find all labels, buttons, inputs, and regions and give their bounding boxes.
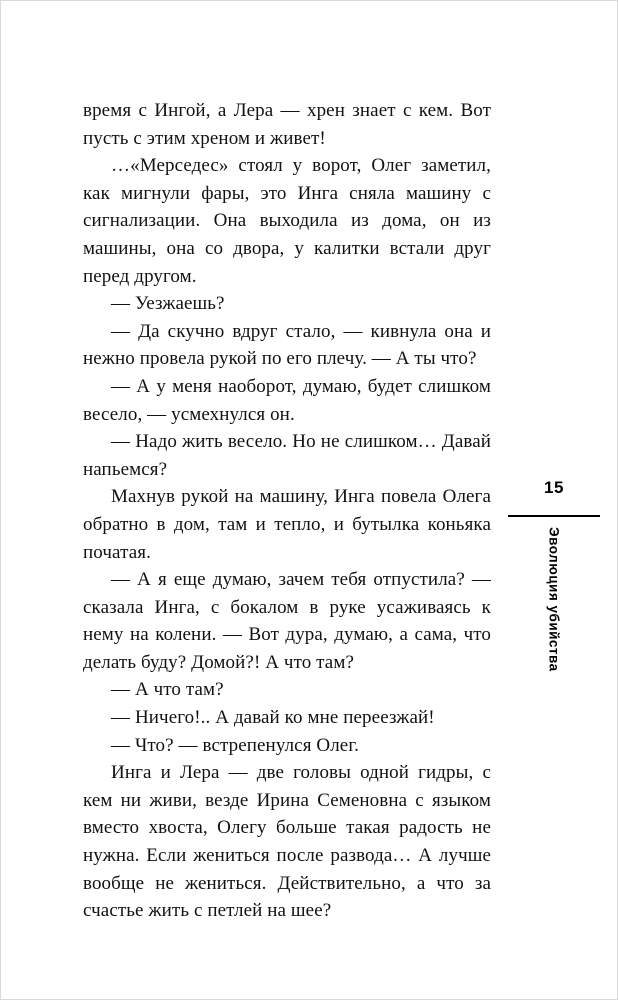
paragraph: Махнув рукой на машину, Инга повела Олега обратно в дом, там и тепло, и бутылка коньяка початая. [83, 486, 491, 563]
page-margin [505, 0, 605, 1000]
paragraph: время с Ингой, а Лера — хрен знает с кем. Вот пусть с этим хреном и живет! [83, 100, 491, 149]
paragraph-dialogue: — А у меня наоборот, думаю, будет слишком весело, — усмехнулся он. [83, 375, 491, 425]
paragraph-dialogue: — Надо жить весело. Но не слишком… Давай напьемся? [83, 431, 491, 480]
paragraph-dialogue: — Ничего!.. А давай ко мне переезжай! [111, 707, 435, 729]
paragraph-dialogue: — Уезжаешь? [111, 293, 225, 315]
divider-line [508, 515, 600, 517]
paragraph-dialogue: — Да скучно вдруг стало, — кивнула она и нежно провела рукой по его плечу. — А ты что? [83, 320, 491, 370]
book-title-text: Эволюция убийства [546, 527, 562, 672]
paragraph-dialogue: — А что там? [111, 679, 224, 701]
book-title-vertical [508, 527, 600, 857]
paragraph-dialogue: — А я еще думаю, зачем тебя отпустила? — сказала Инга, с бокалом в руке усаживаясь к нему на колени. — Вот дура, думаю, а сама, что делать буду? Домой?! А что там? [83, 569, 491, 673]
paragraph: Инга и Лера — две головы одной гидры, с кем ни живи, везде Ирина Семеновна с языком вместо хвоста, Олегу больше такая радость не нужна. Если жениться после развода… А лучше вообще не жениться. Действительно, а что за счастье жить с петлей на шее? [83, 762, 491, 922]
paragraph: …«Мерседес» стоял у ворот, Олег заметил, как мигнули фары, это Инга сняла машину с сигнализации. Она выходила из дома, он из машины, она со двора, у калитки встали друг перед другом. [83, 155, 491, 287]
paragraph-dialogue: — Что? — встрепенулся Олег. [111, 734, 359, 756]
page-number: 15 [544, 478, 564, 497]
page-text [83, 97, 491, 925]
